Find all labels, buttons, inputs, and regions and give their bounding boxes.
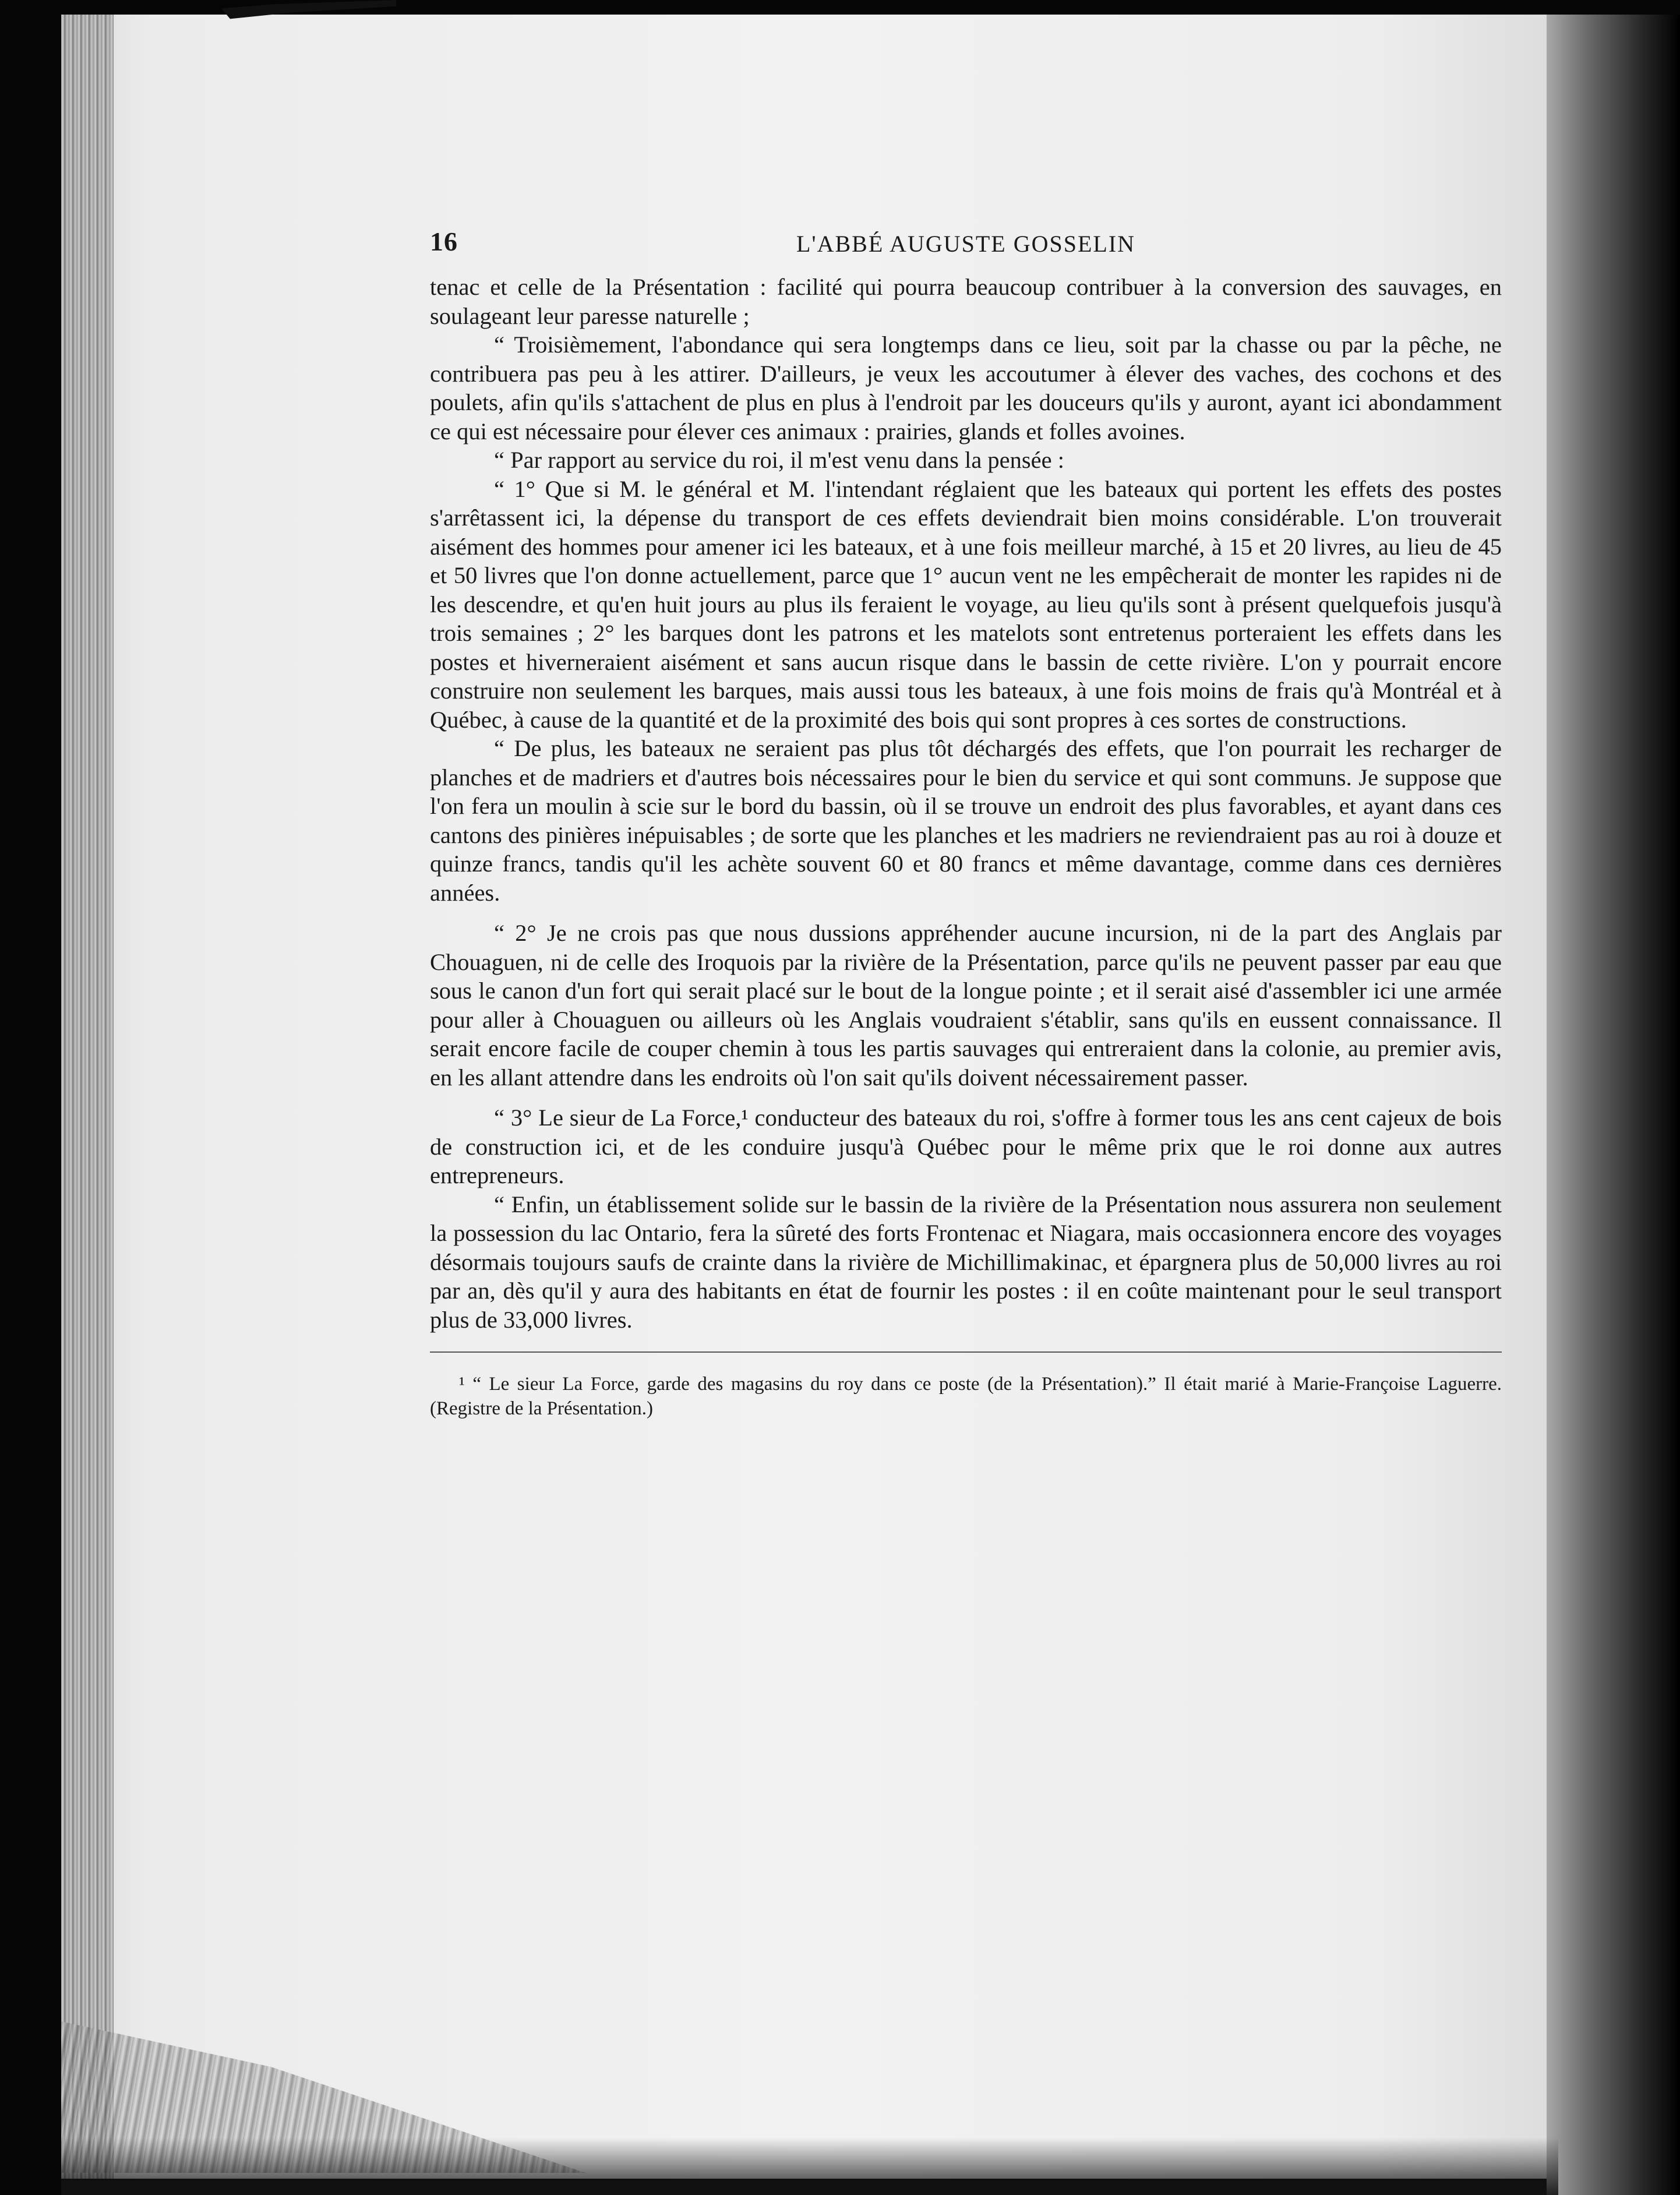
paragraph: tenac et celle de la Présentation : facilité qui pourra beaucoup contribuer à la conversion des sauvages, en soulageant leur paresse naturelle ; [430,274,1502,329]
paragraph: “ 2° Je ne crois pas que nous dussions appréhender aucune incursion, ni de la part des Anglais par Chouaguen, ni de celle des Iroquois par la rivière de la Présentation, parce qu'ils ne peuvent passer par eau que sous le canon d'un fort qui serait placé sur le bout de la longue pointe ; et il serait aisé d'assembler ici une armée pour aller à Chouaguen ou ailleurs où les Anglais voudraient s'établir, sans qu'ils en eussent connaissance. Il serait encore facile de couper chemin à tous les partis sauvages qui entreraient dans la colonie, au premier avis, en les allant attendre dans les endroits où l'on sait qu'ils doivent nécessairement passer. [430,920,1502,1091]
paragraph: “ 1° Que si M. le général et M. l'intendant réglaient que les bateaux qui portent les effets des postes s'arrêtassent ici, la dépense du transport de ces effets deviendrait bien moins considérable. L'on trouverait aisément des hommes pour amener ici les bateaux, et à une fois meilleur marché, à 15 et 20 livres, au lieu de 45 et 50 livres que l'on donne actuellement, parce que 1° aucun vent ne les empêcherait de monter les rapides ni de les descendre, et qu'en huit jours au plus ils feraient le voyage, au lieu qu'ils sont à présent quelquefois jusqu'à trois semaines ; 2° les barques dont les patrons et les matelots sont entretenus porteraient les effets dans les postes et hiverneraient aisément et sans aucun risque dans le bassin de cette rivière. L'on y pourrait encore construire non seulement les barques, mais aussi tous les bateaux, à une fois moins de frais qu'à Montréal et à Québec, à cause de la quantité et de la proximité des bois qui sont propres à ces sortes de constructions. [430,475,1502,733]
paragraph: “ Troisièmement, l'abondance qui sera longtemps dans ce lieu, soit par la chasse ou par la pêche, ne contribuera pas peu à les attirer. D'ailleurs, je veux les accoutumer à élever des vaches, des cochons et des poulets, afin qu'ils s'attachent de plus en plus à l'endroit par les douceurs qu'ils y auront, ayant ici abondamment ce qui est nécessaire pour élever ces animaux : prairies, glands et folles avoines. [430,331,1502,444]
binding-shadow [1547,15,1680,2195]
text-block [430,227,1502,1440]
paragraph: “ Par rapport au service du roi, il m'est venu dans la pensée : [494,447,1064,473]
paragraph: “ 3° Le sieur de La Force,¹ conducteur des bateaux du roi, s'offre à former tous les ans cent cajeux de bois de construction ici, et de les conduire jusqu'à Québec pour le même prix que le roi donne aux autres entrepreneurs. [430,1104,1502,1188]
page-edges [61,15,114,2179]
bottom-shadow [61,2004,1558,2195]
running-title: L'ABBÉ AUGUSTE GOSSELIN [796,231,1136,257]
running-head [430,227,1502,268]
paragraph: “ Enfin, un établissement solide sur le bassin de la rivière de la Présentation nous assurera non seulement la possession du lac Ontario, fera la sûreté des forts Frontenac et Niagara, mais occasionnera encore des voyages désormais toujours saufs de crainte dans la rivière de Michillimakinac, et épargnera plus de 50,000 livres au roi par an, dès qu'il y aura des habitants en état de fournir les postes : il en coûte maintenant pour le seul transport plus de 33,000 livres. [430,1191,1502,1333]
page-number: 16 [430,227,458,256]
paragraph: “ De plus, les bateaux ne seraient pas plus tôt déchargés des effets, que l'on pourrait les recharger de planches et de madriers et d'autres bois nécessaires pour le bien du service et qui sont communs. Je suppose que l'on fera un moulin à scie sur le bord du bassin, où il se trouve un endroit des plus favorables, et ayant dans ces cantons des pinières inépuisables ; de sorte que les planches et les madriers ne reviendraient pas au roi à douze et quinze francs, tandis qu'il les achète souvent 60 et 80 francs et même davantage, comme dans ces dernières années. [430,735,1502,906]
footnote: ¹ “ Le sieur La Force, garde des magasins du roy dans ce poste (de la Présentation).” Il était marié à Marie-Françoise Laguerre. (Registre de la Présentation.) [430,1374,1502,1419]
footnote-rule [430,1351,1502,1353]
